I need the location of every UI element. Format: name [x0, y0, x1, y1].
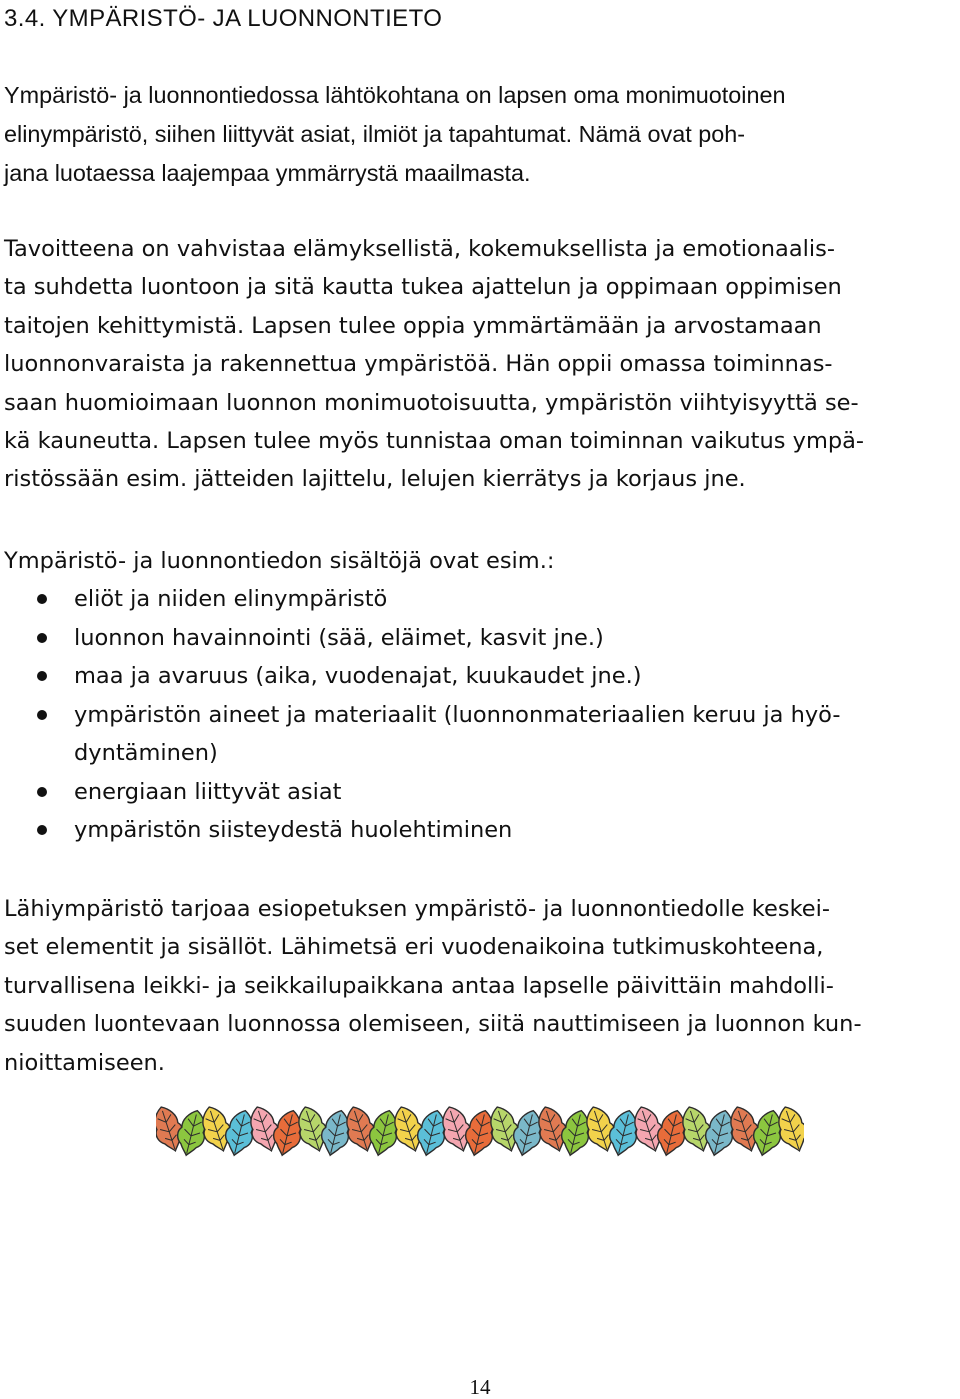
- paragraph-environment: [4, 890, 862, 1082]
- list-intro: Ympäristö- ja luonnontiedon sisältöjä ovat esim.:: [4, 548, 555, 574]
- list-item: [0, 773, 840, 812]
- list-item-text: energiaan liittyvät asiat: [74, 778, 342, 805]
- list-item: [0, 696, 840, 773]
- list-item: [0, 657, 840, 696]
- list-item-text: maa ja avaruus (aika, vuodenajat, kuukaudet jne.): [74, 663, 642, 689]
- text-line: suuden luontevaan luonnossa olemiseen, siitä nauttimiseen ja luonnon kun-: [4, 1011, 862, 1038]
- text-line: set elementit ja sisällöt. Lähimetsä eri vuodenaikoina tutkimuskohteena,: [4, 934, 824, 961]
- bullet-icon: [37, 671, 47, 681]
- content-list: [0, 580, 840, 850]
- list-item-text: ympäristön aineet ja materiaalit (luonnonmateriaalien keruu ja hyö-: [74, 701, 841, 728]
- list-item: [0, 580, 840, 619]
- text-line: nioittamiseen.: [4, 1049, 165, 1076]
- paragraph-goals: [4, 230, 864, 499]
- page-number: 14: [469, 1375, 491, 1399]
- list-item-text: dyntäminen): [74, 740, 218, 766]
- text-line: Tavoitteena on vahvistaa elämyksellistä, kokemuksellista ja emotionaalis-: [4, 236, 835, 262]
- text-line: luonnonvaraista ja rakennettua ympäristöä. Hän oppii omassa toiminnas-: [4, 351, 833, 378]
- leaf-border-icon: [156, 1102, 804, 1158]
- list-item-text: ympäristön siisteydestä huolehtiminen: [74, 817, 513, 843]
- text-line: taitojen kehittymistä. Lapsen tulee oppia ymmärtämään ja arvostamaan: [4, 312, 822, 339]
- bullet-icon: [37, 633, 47, 643]
- paragraph-intro: [4, 76, 786, 193]
- text-line: jana luotaessa laajempaa ymmärrystä maailmasta.: [4, 160, 531, 186]
- text-line: ta suhdetta luontoon ja sitä kautta tukea ajattelun ja oppimaan oppimisen: [4, 274, 842, 301]
- section-heading: 3.4. YMPÄRISTÖ- JA LUONNONTIETO: [4, 5, 443, 32]
- list-item-text: eliöt ja niiden elinympäristö: [74, 586, 388, 612]
- text-line: elinympäristö, siihen liittyvät asiat, ilmiöt ja tapahtumat. Nämä ovat poh-: [4, 121, 746, 147]
- list-item: [0, 811, 840, 850]
- text-line: ristössään esim. jätteiden lajittelu, lelujen kierrätys ja korjaus jne.: [4, 466, 746, 493]
- bullet-icon: [37, 787, 47, 797]
- list-item: [0, 619, 840, 658]
- bullet-icon: [37, 825, 47, 835]
- text-line: Ympäristö- ja luonnontiedossa lähtökohtana on lapsen oma monimuotoinen: [4, 82, 786, 108]
- list-item-text: luonnon havainnointi (sää, eläimet, kasvit jne.): [74, 624, 604, 651]
- text-line: saan huomioimaan luonnon monimuotoisuutta, ympäristön viihtyisyyttä se-: [4, 389, 859, 416]
- text-line: turvallisena leikki- ja seikkailupaikkana antaa lapselle päivittäin mahdolli-: [4, 972, 834, 999]
- text-line: kä kauneutta. Lapsen tulee myös tunnistaa oman toiminnan vaikutus ympä-: [4, 428, 865, 455]
- bullet-icon: [37, 710, 47, 720]
- text-line: Lähiympäristö tarjoaa esiopetuksen ympäristö- ja luonnontiedolle keskei-: [4, 896, 831, 922]
- bullet-icon: [37, 594, 47, 604]
